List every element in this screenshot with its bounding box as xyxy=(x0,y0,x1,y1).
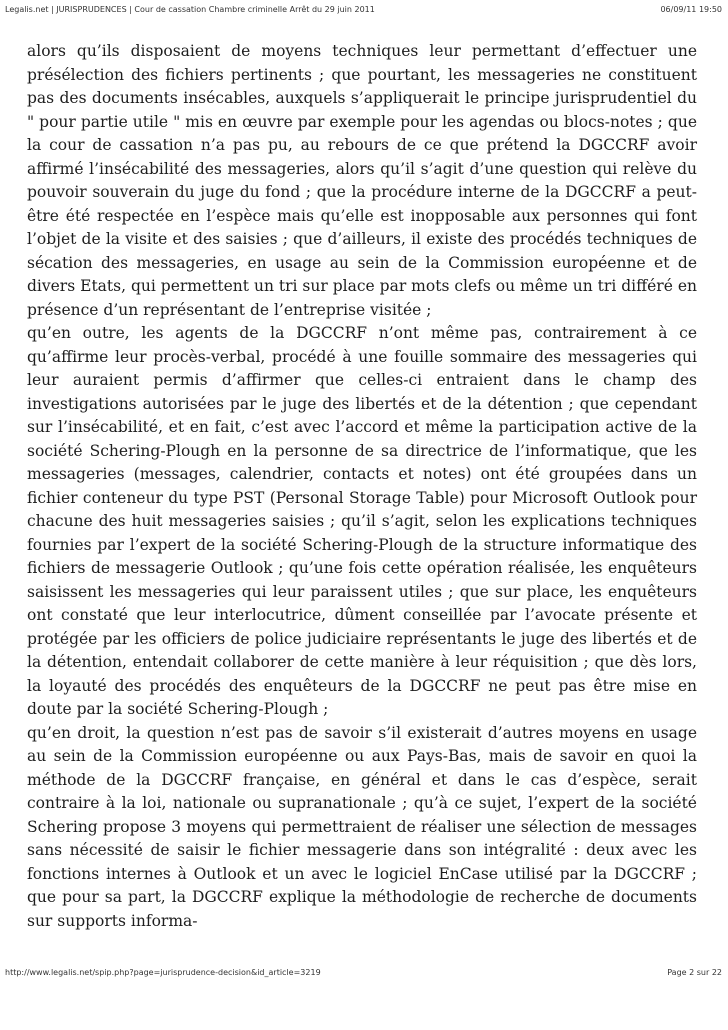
footer-page-number: Page 2 sur 22 xyxy=(667,968,722,977)
page-footer xyxy=(5,968,722,980)
footer-url[interactable]: http://www.legalis.net/spip.php?page=jurisprudence-decision&id_article=3219 xyxy=(5,968,321,977)
header-title: Legalis.net | JURISPRUDENCES | Cour de cassation Chambre criminelle Arrêt du 29 juin 2011 xyxy=(5,5,375,14)
header-timestamp: 06/09/11 19:50 xyxy=(660,5,722,14)
page-header xyxy=(5,5,722,17)
paragraph-1: alors qu’ils disposaient de moyens techniques leur permettant d’effectuer une présélection des fichiers pertinents ; que pourtant, les messageries ne constituent pas des documents insécables, auxquels s’appliquerait le principe jurisprudentiel du " pour partie utile " mis en œuvre par exemple pour les agendas ou blocs-notes ; que la cour de cassation n’a pas pu, au rebours de ce que prétend la DGCCRF avoir affirmé l’insécabilité des messageries, alors qu’il s’agit d’une question qui relève du pouvoir souverain du juge du fond ; que la procédure interne de la DGCCRF a peut-être été respectée en l’espèce mais qu’elle est inopposable aux personnes qui font l’objet de la visite et des saisies ; que d’ailleurs, il existe des procédés techniques de sécation des messageries, en usage au sein de la Commission européenne et de divers Etats, qui permettent un tri sur place par mots clefs ou même un tri différé en présence d’un représentant de l’entreprise visitée ; xyxy=(27,42,697,319)
document-body xyxy=(27,40,697,933)
paragraph-2: qu’en outre, les agents de la DGCCRF n’ont même pas, contrairement à ce qu’affirme leur procès-verbal, procédé à une fouille sommaire des messageries qui leur auraient permis d’affirmer que celles-ci entraient dans le champ des investigations autorisées par le juge des libertés et de la détention ; que cependant sur l’insécabilité, et en fait, c’est avec l’accord et même la participation active de la société Schering-Plough en la personne de sa directrice de l’informatique, que les messageries (messages, calendrier, contacts et notes) ont été groupées dans un fichier conteneur du type PST (Personal Storage Table) pour Microsoft Outlook pour chacune des huit messageries saisies ; qu’il s’agit, selon les explications techniques fournies par l’expert de la société Schering-Plough de la structure informatique des fichiers de messagerie Outlook ; qu’une fois cette opération réalisée, les enquêteurs saisissent les messageries qui leur paraissent utiles ; que sur place, les enquêteurs ont constaté que leur interlocutrice, dûment conseillée par l’avocate présente et protégée par les officiers de police judiciaire représentants le juge des libertés et de la détention, entendait collaborer de cette manière à leur réquisition ; que dès lors, la loyauté des procédés des enquêteurs de la DGCCRF ne peut pas être mise en doute par la société Schering-Plough ; xyxy=(27,324,697,718)
paragraph-3: qu’en droit, la question n’est pas de savoir s’il existerait d’autres moyens en usage au sein de la Commission européenne ou aux Pays-Bas, mais de savoir en quoi la méthode de la DGCCRF française, en général et dans le cas d’espèce, serait contraire à la loi, nationale ou supranationale ; qu’à ce sujet, l’expert de la société Schering propose 3 moyens qui permettraient de réaliser une sélection de messages sans nécessité de saisir le fichier messagerie dans son intégralité : deux avec les fonctions internes à Outlook et un avec le logiciel EnCase utilisé par la DGCCRF ; que pour sa part, la DGCCRF explique la méthodologie de recherche de documents sur supports informa- xyxy=(27,723,697,930)
